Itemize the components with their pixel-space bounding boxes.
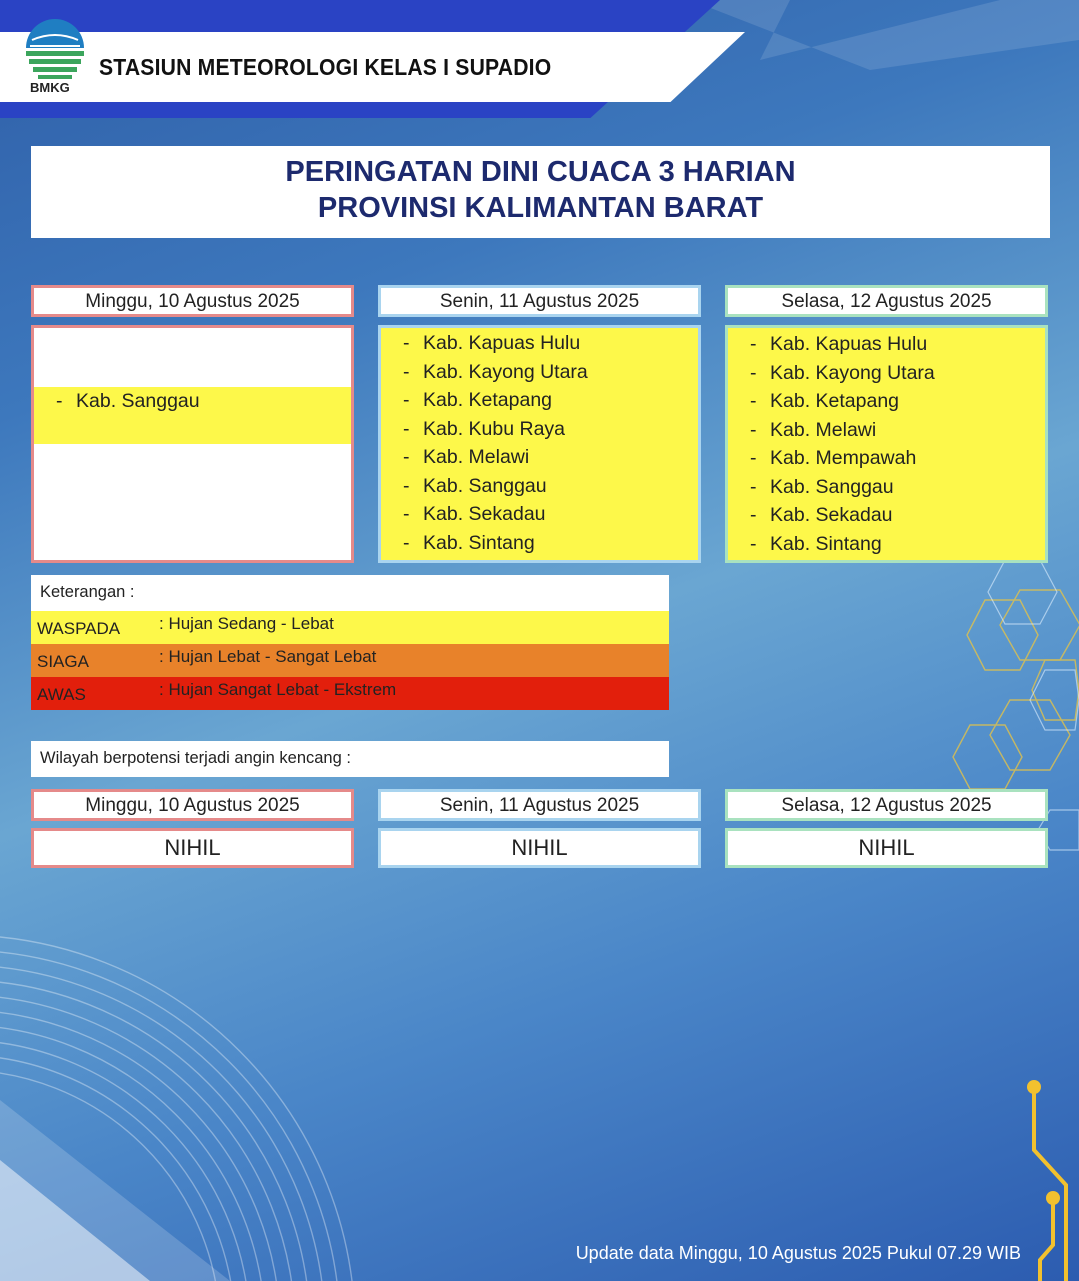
wind-day-header-2: Senin, 11 Agustus 2025 xyxy=(378,789,701,821)
day-header-2: Senin, 11 Agustus 2025 xyxy=(378,285,701,317)
legend-waspada xyxy=(31,611,669,644)
wind-day-header-3: Selasa, 12 Agustus 2025 xyxy=(725,789,1048,821)
legend-level: WASPADA xyxy=(37,619,121,638)
region-item: - Kab. Kubu Raya xyxy=(403,417,566,440)
legend-siaga xyxy=(31,644,669,677)
wind-value-1: NIHIL xyxy=(31,828,354,868)
wind-day-header-1: Minggu, 10 Agustus 2025 xyxy=(31,789,354,821)
region-item: - Kab. Kapuas Hulu xyxy=(403,332,581,354)
region-item: - Kab. Sanggau xyxy=(403,474,547,497)
region-item: - Kab. Sanggau xyxy=(750,475,894,498)
day-header-3: Selasa, 12 Agustus 2025 xyxy=(725,285,1048,317)
region-item: - Kab. Melawi xyxy=(750,418,877,441)
legend-awas xyxy=(31,677,669,710)
region-item: - Kab. Kayong Utara xyxy=(750,361,935,384)
region-item: - Kab. Sekadau xyxy=(403,503,546,525)
region-item: - Kab. Kapuas Hulu xyxy=(750,333,928,355)
wind-heading: Wilayah berpotensi terjadi angin kencang : xyxy=(31,741,669,777)
update-timestamp: Update data Minggu, 10 Agustus 2025 Pukul 07.29 WIB xyxy=(575,1243,1021,1263)
region-item: - Kab. Sanggau xyxy=(56,390,200,412)
day-body-1 xyxy=(31,325,354,563)
wind-value-3: NIHIL xyxy=(725,828,1048,868)
region-item: - Kab. Ketapang xyxy=(403,389,553,411)
region-item: - Kab. Melawi xyxy=(403,446,530,468)
legend-level: AWAS xyxy=(37,685,86,704)
region-item: - Kab. Ketapang xyxy=(750,390,900,412)
region-item: - Kab. Kayong Utara xyxy=(403,360,588,383)
day-body-3 xyxy=(725,325,1048,563)
warning-area-1 xyxy=(34,387,351,444)
region-item: - Kab. Sintang xyxy=(403,531,535,554)
legend-level: SIAGA xyxy=(37,652,89,671)
legend-desc: : Hujan Sedang - Lebat xyxy=(159,614,334,633)
day-header-1: Minggu, 10 Agustus 2025 xyxy=(31,285,354,317)
legend-desc: : Hujan Lebat - Sangat Lebat xyxy=(159,647,377,666)
station-name: STASIUN METEOROLOGI KELAS I SUPADIO xyxy=(99,54,552,80)
region-item: - Kab. Sintang xyxy=(750,532,882,555)
page-title xyxy=(31,146,1050,238)
wind-value-2: NIHIL xyxy=(378,828,701,868)
region-item: - Kab. Sekadau xyxy=(750,504,893,526)
title-line-2: PROVINSI KALIMANTAN BARAT xyxy=(317,192,764,224)
logo-text: BMKG xyxy=(30,80,70,95)
region-item: - Kab. Mempawah xyxy=(750,447,917,469)
legend-heading: Keterangan : xyxy=(31,575,669,611)
title-line-1: PERINGATAN DINI CUACA 3 HARIAN xyxy=(285,156,796,188)
legend xyxy=(31,575,669,710)
legend-desc: : Hujan Sangat Lebat - Ekstrem xyxy=(159,680,397,699)
day-body-2 xyxy=(378,325,701,563)
